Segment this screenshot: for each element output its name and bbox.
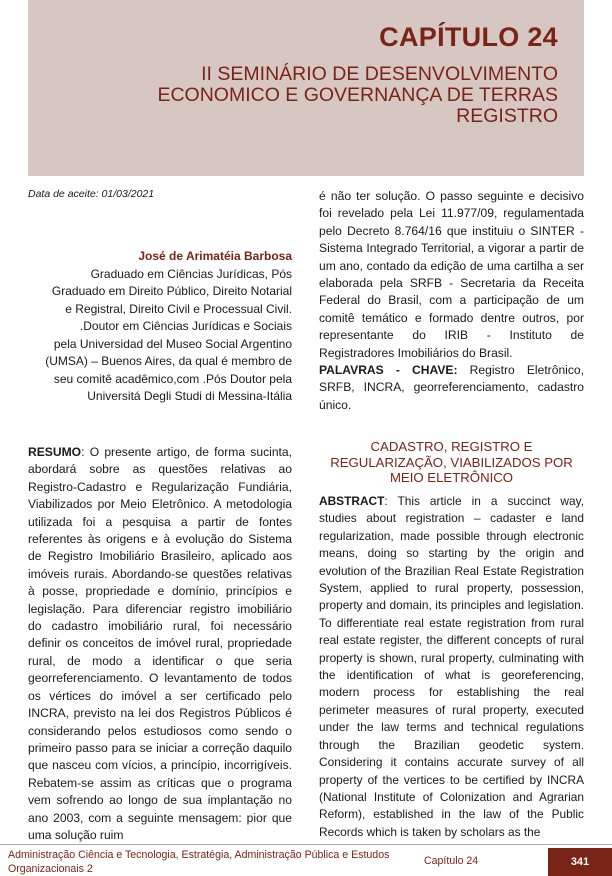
abstract-text: : This article in a succinct way, studies about registration – cadaster e land regularization, made possible through electronic means, doing so starting by the origin and evolution of the Brazilian Real Estate Registration System, applied to rural property, possession, property and domain, its principles and legislation. To differentiate real estate registration from rural real estate register, the different concepts of rural property is shown, rural property, culminating with the identification of what is georeferencing, modern process for establishing the real perimeter measures of rural property, executed under the law terms and technical regulations through the Brazilian geodetic system. Considering it contains accurate survey of all property of the vertices to be certified by INCRA (National Institute of Colonization and Agrarian Reform), established in the law of the Public Records which is taken by scholars as the bbox=[319, 494, 584, 839]
abstract-label: ABSTRACT bbox=[319, 494, 385, 508]
abstract-paragraph bbox=[319, 493, 584, 841]
right-column-top bbox=[319, 188, 584, 414]
author-bio-line: e Registral, Direito Civil e Processual Civil. bbox=[65, 301, 292, 316]
chapter-title-line: II SEMINÁRIO DE DESENVOLVIMENTO bbox=[201, 63, 558, 85]
author-bio-line: seu comitê acadêmico,com .Pós Doutor pela bbox=[53, 371, 292, 386]
keywords-paragraph bbox=[319, 362, 584, 414]
footer-divider bbox=[0, 844, 612, 845]
author-name: José de Arimatéia Barbosa bbox=[138, 249, 292, 263]
author-bio-line: .Doutor em Ciências Jurídicas e Sociais bbox=[79, 319, 292, 333]
keywords-text: Registro Eletrônico, SRFB, INCRA, georreferenciamento, cadastro único. bbox=[319, 363, 584, 412]
acceptance-date: Data de aceite: 01/03/2021 bbox=[28, 188, 155, 200]
resumo-text: : O presente artigo, de forma sucinta, abordará sobre as questões relativas ao Registro-Cadastro e Regularização Fundiária, Viabilizados por Meio Eletrônico. A metodologia utilizada foi a pesquisa a partir de fontes referentes às origens e à evolução do Sistema de Registro Imobiliário Brasileiro, aplicado aos imóveis rurais. Abordando-se questões relativas à posse, propriedade e domínio, princípios e legislação. Para diferenciar registro imobiliário do cadastro imobiliário rural, foi necessário definir os conceitos de imóvel rural, propriedade rural, de modo a identificar o que seria georreferenciamento. O levantamento de todos os vértices do imóvel a ser certificado pelo INCRA, previsto na lei dos Registros Públicos é considerando pelos estudiosos como sendo o primeiro passo para se iniciar a correção daquilo que nasceu com vícios, a princípio, incorrigíveis. Rebatem-se assim as críticas que o programa vem sofrendo ao longo de sua implantação no ano 2003, com a seguinte mensagem: pior que uma solução ruim bbox=[28, 445, 292, 842]
chapter-title-line: ECONOMICO E GOVERNANÇA DE TERRAS bbox=[157, 84, 558, 106]
author-bio-line: (UMSA) – Buenos Aires, da qual é membro de bbox=[45, 354, 292, 368]
resumo-paragraph bbox=[28, 444, 292, 844]
chapter-title-line: REGISTRO bbox=[456, 105, 558, 127]
page-number: 341 bbox=[548, 848, 612, 876]
author-bio-line: pela Universidad del Museo Social Argentino bbox=[53, 336, 292, 351]
resumo-label: RESUMO bbox=[28, 445, 82, 459]
chapter-number: CAPÍTULO 24 bbox=[379, 22, 558, 52]
resumo-continuation: é não ter solução. O passo seguinte e decisivo foi revelado pela Lei 11.977/09, regulamentada pelo Decreto 8.764/16 que instituiu o SINTER - Sistema Integrado Territorial, a vigorar a partir de um ano, contado da edição de uma cartilha a ser elaborada pela SRFB - Secretaria da Receita Federal do Brasil, com a participação de um comitê temático e formado dentre outros, por representante do IRIB - Instituto de Registradores Imobiliários do Brasil. bbox=[319, 189, 584, 360]
author-bio-line: Universitá Degli Studi di Messina-Itália bbox=[87, 389, 292, 403]
chapter-header bbox=[28, 0, 584, 176]
footer-chapter: Capítulo 24 bbox=[424, 855, 479, 867]
section-heading: CADASTRO, REGISTRO E REGULARIZAÇÃO, VIABILIZADOS POR MEIO ELETRÔNICO bbox=[330, 439, 573, 485]
chapter-title bbox=[78, 64, 558, 127]
author-bio-line: Graduado em Direito Público, Direito Notarial bbox=[51, 284, 292, 298]
footer-book-title: Administração Ciência e Tecnologia, Estratégia, Administração Pública e Estudos Organizacionais 2 bbox=[8, 849, 390, 875]
author-block bbox=[28, 248, 292, 406]
keywords-label: PALAVRAS - CHAVE: bbox=[319, 363, 458, 378]
author-bio-line: Graduado em Ciências Jurídicas, Pós bbox=[90, 266, 292, 281]
